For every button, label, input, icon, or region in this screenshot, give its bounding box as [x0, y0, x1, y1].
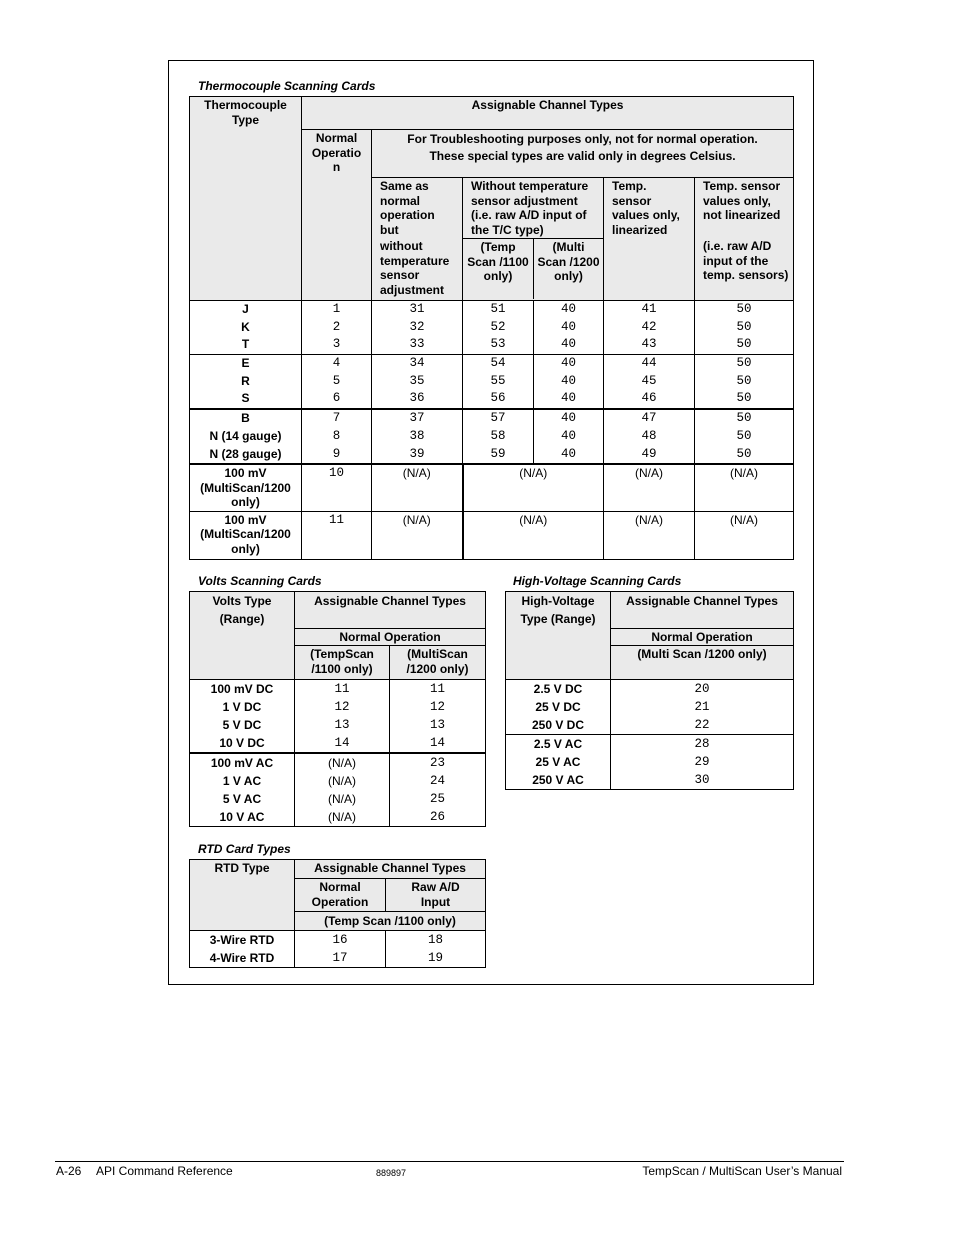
hv-type-header: High-Voltage Type (Range): [506, 592, 611, 629]
volts-table: [189, 591, 486, 827]
th-notlinearized-header: Temp. sensor values only, not linearized (i.e. raw A/D input of the temp. sensors): [695, 178, 794, 301]
value-cell: 20 21 22: [611, 680, 794, 735]
same-cell: 31 32 33: [372, 301, 463, 355]
normal-cell: 7 8 9: [302, 409, 372, 464]
notlinearized-cell: (N/A): [695, 464, 794, 511]
linearized-cell: 41 42 43: [604, 301, 695, 355]
normal-cell: 16 17: [295, 931, 386, 968]
tempscan-cell: 11 12 13 14: [295, 680, 390, 754]
thermocouple-table: [189, 96, 794, 560]
th-assign-header: Assignable Channel Types: [302, 97, 794, 130]
th-type-header: Thermocouple Type: [190, 97, 302, 301]
volts-caption: Volts Scanning Cards: [198, 574, 322, 588]
linearized-cell: (N/A): [604, 511, 695, 559]
multiscan-cell: 40 40 40: [534, 355, 604, 410]
rtd-assign-header: Assignable Channel Types: [295, 860, 486, 879]
same-cell: (N/A): [372, 464, 463, 511]
tempscan-cell: 57 58 59: [463, 409, 534, 464]
type-cell: 100 mV (MultiScan/1200 only): [190, 464, 302, 511]
th-without-header: Without temperature sensor adjustment (i.e. raw A/D input of the T/C type) (Temp Scan /1100 only) (Multi Scan /1200 only): [463, 178, 604, 301]
type-cell: 3-Wire RTD 4-Wire RTD: [190, 931, 295, 968]
volts-normal-header: Normal Operation: [295, 629, 486, 646]
type-cell: 100 mV AC 1 V AC 5 V AC 10 V AC: [190, 753, 295, 827]
multiscan-cell: 40 40 40: [534, 409, 604, 464]
volts-tempscan-header: (TempScan /1100 only): [295, 646, 390, 680]
hv-caption: High-Voltage Scanning Cards: [513, 574, 682, 588]
tempscan-cell: (N/A) (N/A) (N/A) (N/A): [295, 753, 390, 827]
linearized-cell: 44 45 46: [604, 355, 695, 410]
footer-doc-number: 889897: [376, 1168, 407, 1178]
volts-type-header: Volts Type (Range): [190, 592, 295, 629]
tempscan-cell: 51 52 53: [463, 301, 534, 355]
th-normal-header: Normal Operatio n: [302, 130, 372, 301]
thermocouple-mv-row: [190, 511, 794, 559]
type-cell: J K T: [190, 301, 302, 355]
normal-cell: 11: [302, 511, 372, 559]
footer-section: API Command Reference: [96, 1164, 233, 1178]
linearized-cell: (N/A): [604, 464, 695, 511]
hv-type-header-blank: [506, 646, 611, 680]
volts-type-header-blank: [190, 629, 295, 646]
footer-page-number: A-26: [56, 1164, 82, 1178]
type-cell: 100 mV (MultiScan/1200 only): [190, 511, 302, 559]
same-cell: (N/A): [372, 511, 463, 559]
hv-type-header-blank: [506, 629, 611, 646]
notlinearized-cell: 50 50 50: [695, 355, 794, 410]
thermocouple-caption: Thermocouple Scanning Cards: [198, 79, 376, 93]
normal-cell: 4 5 6: [302, 355, 372, 410]
type-cell: B N (14 gauge) N (28 gauge): [190, 409, 302, 464]
th-multiscan-header: (Multi Scan /1200 only): [537, 240, 600, 283]
linearized-cell: 47 48 49: [604, 409, 695, 464]
th-same-header: Same as normal operation but without temperature sensor adjustment: [372, 178, 463, 301]
volts-dc-row: [190, 680, 486, 754]
thermocouple-group-row: [190, 355, 794, 410]
normal-cell: 1 2 3: [302, 301, 372, 355]
volts-assign-header: Assignable Channel Types: [295, 592, 486, 629]
value-cell: 28 29 30: [611, 735, 794, 790]
hv-ac-row: [506, 735, 794, 790]
notlinearized-cell: 50 50 50: [695, 301, 794, 355]
type-cell: 2.5 V DC 25 V DC 250 V DC: [506, 680, 611, 735]
th-tempscan-header: (Temp Scan /1100 only): [463, 239, 534, 299]
multiscan-cell: 23 24 25 26: [390, 753, 486, 827]
type-cell: E R S: [190, 355, 302, 410]
th-linearized-header: Temp. sensor values only, linearized: [604, 178, 695, 301]
rtd-table: [189, 859, 486, 968]
multiscan-cell: 11 12 13 14: [390, 680, 486, 754]
same-cell: 37 38 39: [372, 409, 463, 464]
volts-ac-row: [190, 753, 486, 827]
footer-manual-title: TempScan / MultiScan User’s Manual: [642, 1164, 842, 1178]
type-cell: 100 mV DC 1 V DC 5 V DC 10 V DC: [190, 680, 295, 754]
rtd-row: [190, 931, 486, 968]
volts-type-header-blank: [190, 646, 295, 680]
hv-normal-header: Normal Operation: [611, 629, 794, 646]
type-cell: 2.5 V AC 25 V AC 250 V AC: [506, 735, 611, 790]
same-cell: 34 35 36: [372, 355, 463, 410]
thermocouple-group-row: [190, 409, 794, 464]
without-cell: (N/A): [463, 511, 604, 559]
footer-rule: [55, 1161, 844, 1162]
normal-cell: 10: [302, 464, 372, 511]
volts-multiscan-header: (MultiScan /1200 only): [390, 646, 486, 680]
without-cell: (N/A): [463, 464, 604, 511]
hv-assign-header: Assignable Channel Types: [611, 592, 794, 629]
multiscan-cell: 40 40 40: [534, 301, 604, 355]
rtd-normal-header: Normal Operation: [295, 879, 386, 912]
notlinearized-cell: (N/A): [695, 511, 794, 559]
raw-cell: 18 19: [386, 931, 486, 968]
thermocouple-group-row: [190, 301, 794, 355]
rtd-type-header: RTD Type: [190, 860, 295, 931]
notlinearized-cell: 50 50 50: [695, 409, 794, 464]
hv-multiscan-header: (Multi Scan /1200 only): [611, 646, 794, 680]
rtd-caption: RTD Card Types: [198, 842, 291, 856]
hv-dc-row: [506, 680, 794, 735]
tempscan-cell: 54 55 56: [463, 355, 534, 410]
th-trouble-header: For Troubleshooting purposes only, not for normal operation. These special types are valid only in degrees Celsius.: [372, 130, 794, 178]
hv-table: [505, 591, 794, 790]
rtd-tempscan-header: (Temp Scan /1100 only): [295, 912, 486, 931]
thermocouple-mv-row: [190, 464, 794, 511]
rtd-raw-header: Raw A/D Input: [386, 879, 486, 912]
